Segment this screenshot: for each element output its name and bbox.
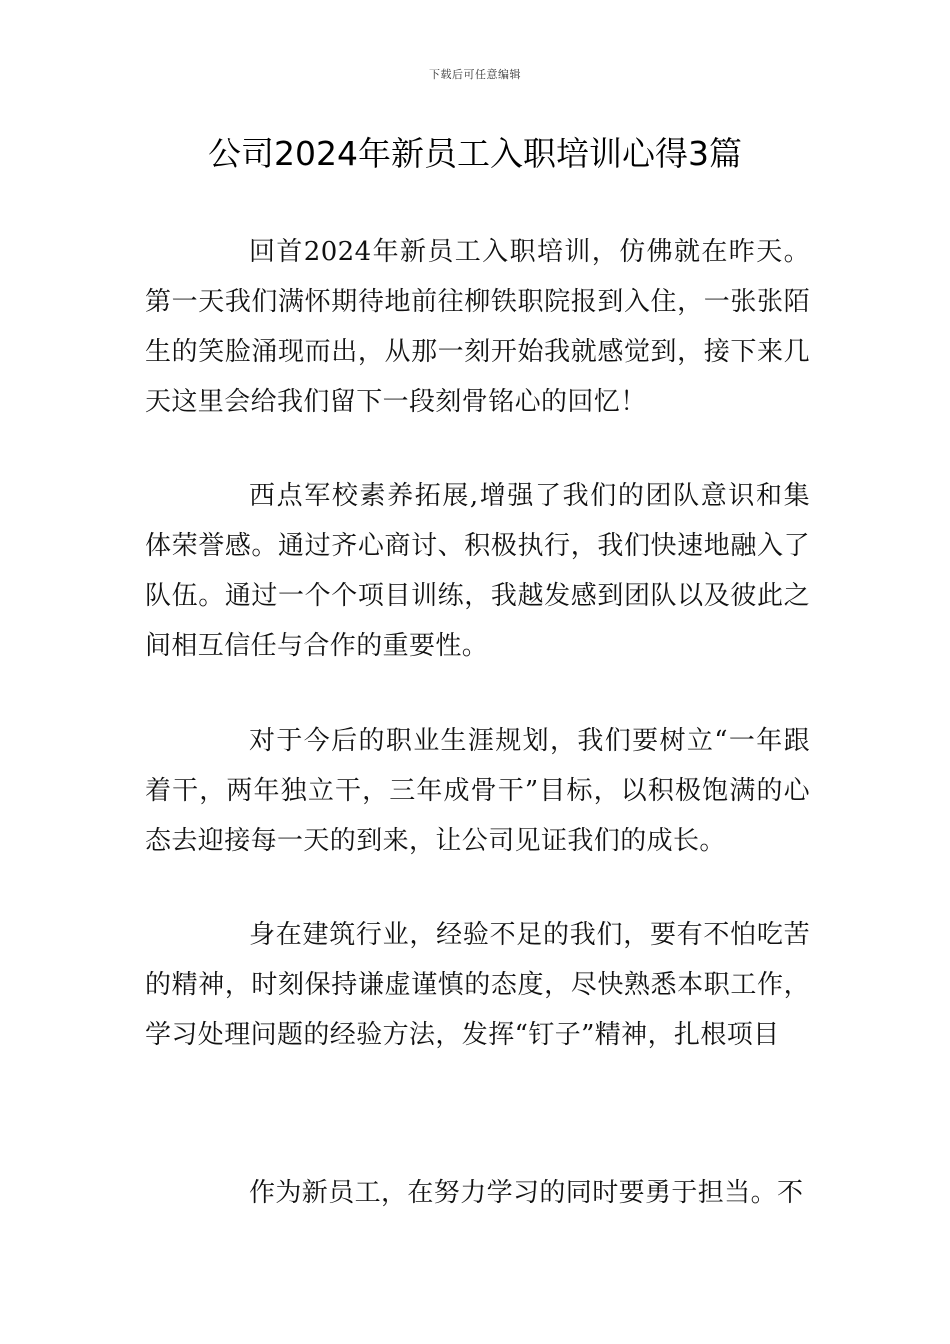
- paragraph-1: 回首2024年新员工入职培训，仿佛就在昨天。第一天我们满怀期待地前往柳铁职院报到入住，一张张陌生的笑脸涌现而出，从那一刻开始我就感觉到，接下来几天这里会给我们留下一段刻骨铭心的回忆！: [145, 237, 810, 417]
- paragraph-2: 西点军校素养拓展,增强了我们的团队意识和集体荣誉感。通过齐心商讨、积极执行，我们快速地融入了队伍。通过一个个项目训练，我越发感到团队以及彼此之间相互信任与合作的重要性。: [145, 481, 810, 661]
- paragraph-4: 身在建筑行业，经验不足的我们，要有不怕吃苦的精神，时刻保持谦虚谨慎的态度，尽快熟悉本职工作，学习处理问题的经验方法，发挥“钉子”精神，扎根项目: [145, 920, 810, 1050]
- header-note: 下载后可任意编辑: [429, 68, 521, 81]
- document-title: 公司2024年新员工入职培训心得3篇: [208, 134, 742, 173]
- paragraph-3: 对于今后的职业生涯规划，我们要树立“一年跟着干，两年独立干，三年成骨干”目标，以积极饱满的心态去迎接每一天的到来，让公司见证我们的成长。: [145, 726, 810, 856]
- paragraph-5: 作为新员工，在努力学习的同时要勇于担当。不: [249, 1178, 804, 1208]
